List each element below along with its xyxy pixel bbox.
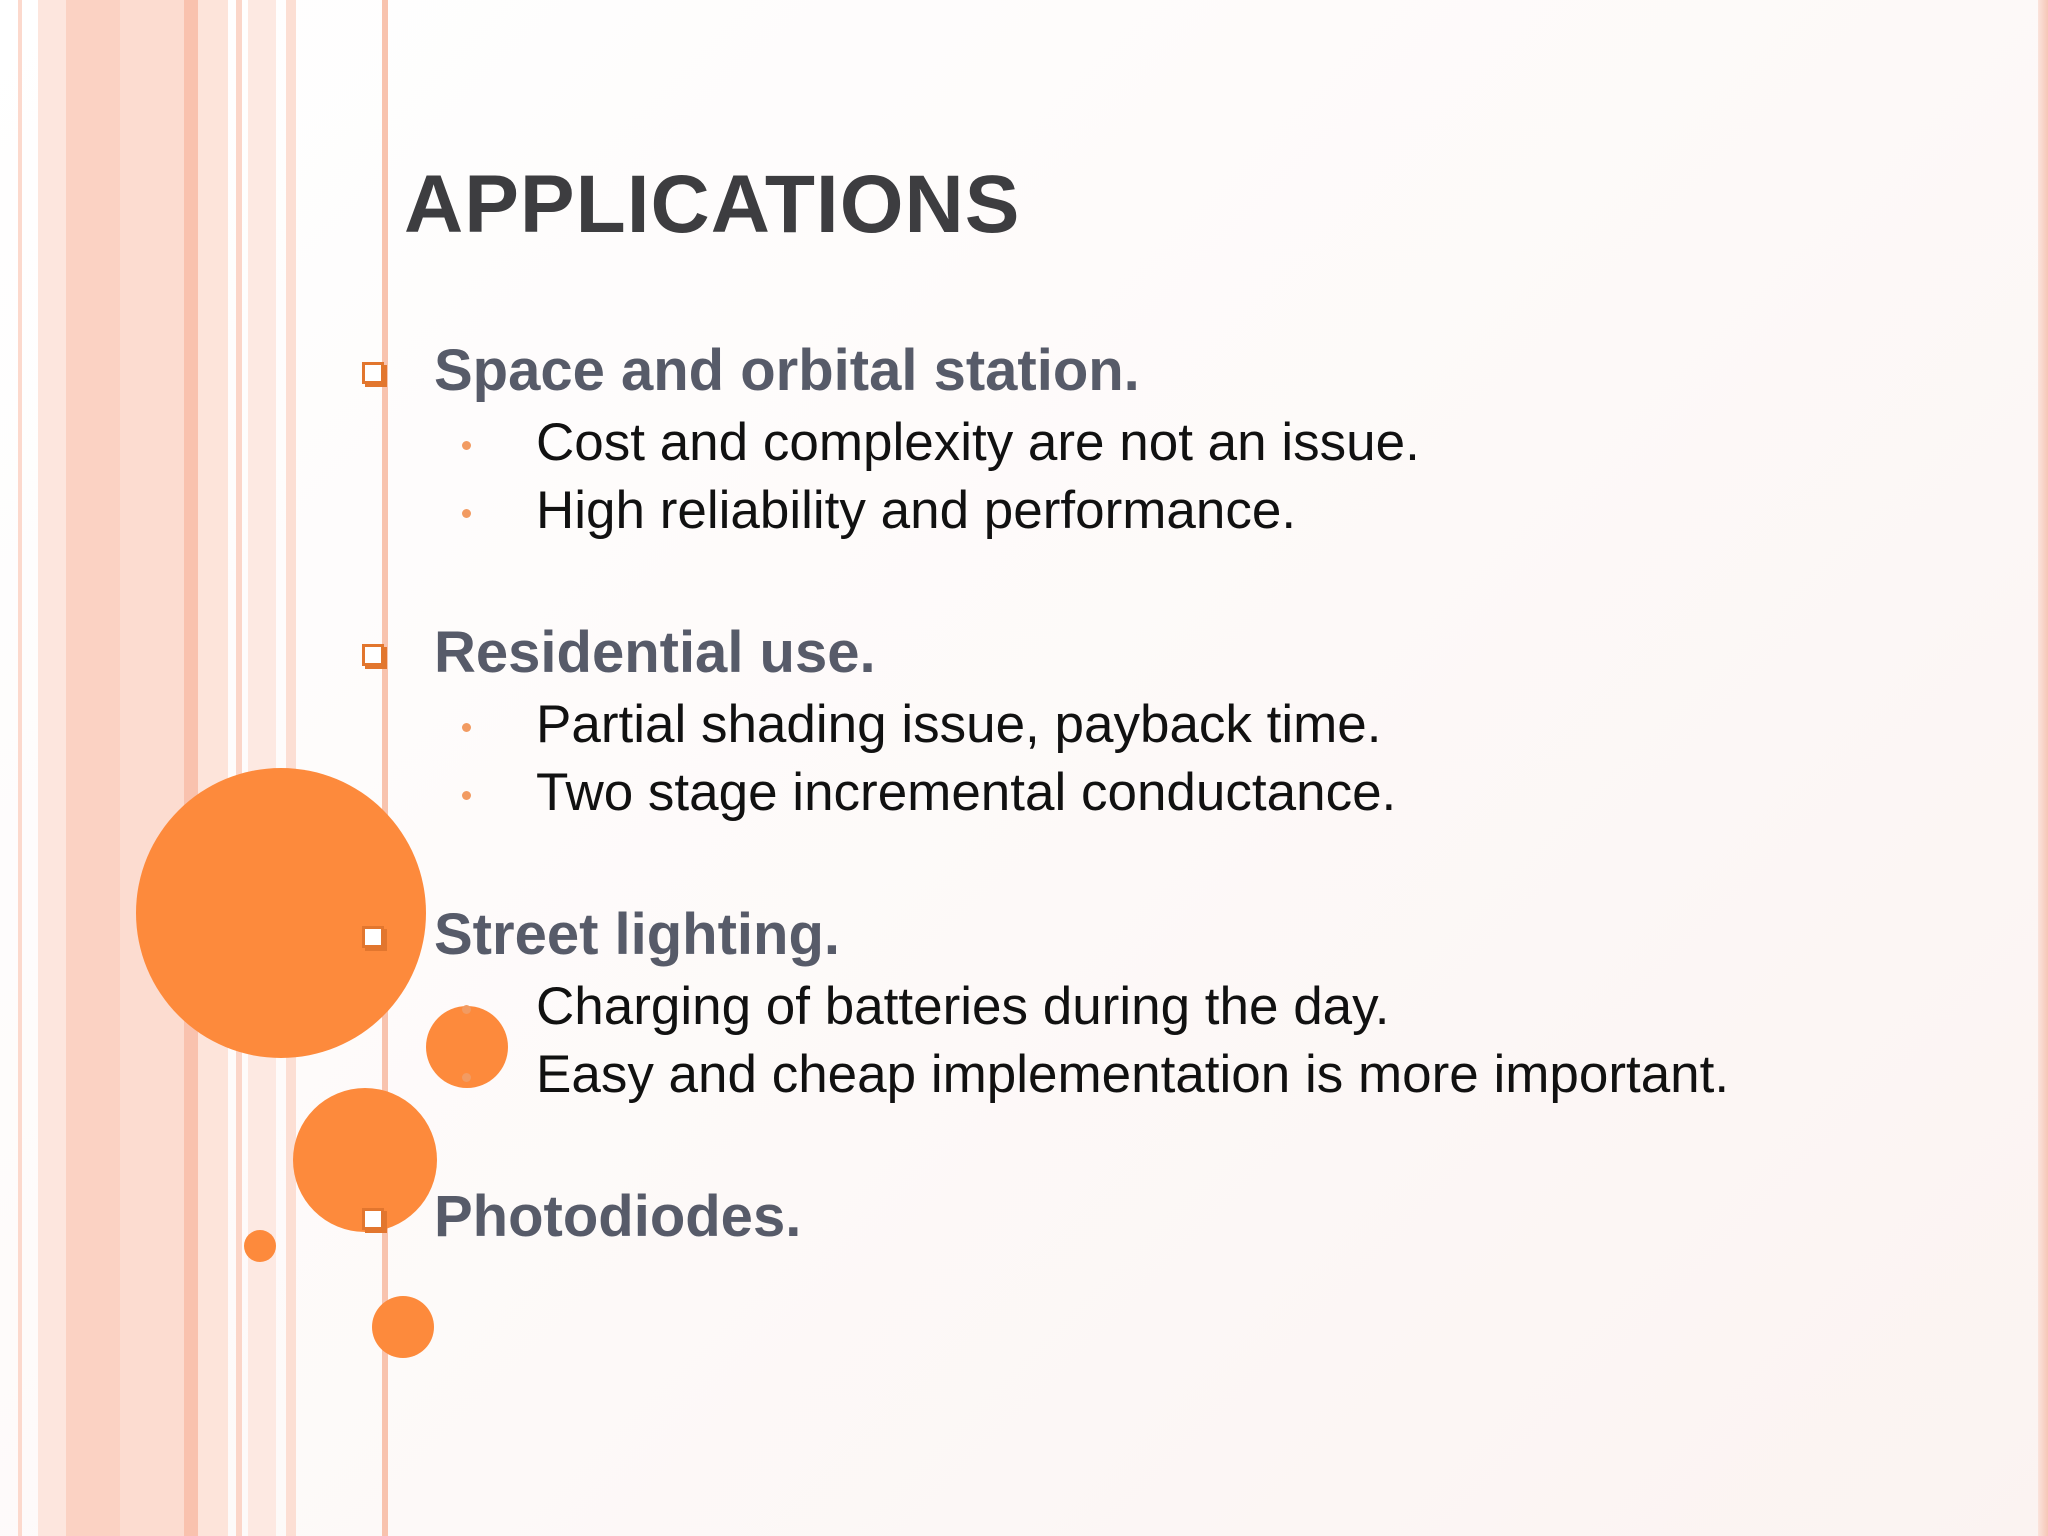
list-item: Charging of batteries during the day. — [536, 977, 1390, 1036]
square-bullet-icon — [362, 644, 384, 666]
dot-bullet-icon — [462, 441, 471, 450]
list-item: Easy and cheap implementation is more important. — [536, 1045, 1730, 1104]
list-item: Two stage incremental conductance. — [536, 763, 1397, 822]
square-bullet-icon — [362, 1208, 384, 1230]
slide-title: APPLICATIONS — [404, 159, 1021, 250]
section-heading: Space and orbital station. — [434, 338, 1140, 403]
list-item: High reliability and performance. — [536, 481, 1297, 540]
decor-stripe — [18, 0, 22, 1536]
list-item: Cost and complexity are not an issue. — [536, 413, 1420, 472]
section-heading: Residential use. — [434, 620, 876, 685]
decor-stripe — [38, 0, 66, 1536]
square-bullet-icon — [362, 362, 384, 384]
decor-stripe — [66, 0, 120, 1536]
dot-bullet-icon — [462, 1005, 471, 1014]
decor-stripe — [184, 0, 198, 1536]
dot-bullet-icon — [462, 509, 471, 518]
decor-stripe — [120, 0, 184, 1536]
section-heading: Photodiodes. — [434, 1184, 802, 1249]
dot-bullet-icon — [462, 1073, 471, 1082]
section-heading: Street lighting. — [434, 902, 840, 967]
decor-stripe — [198, 0, 228, 1536]
decor-circle-small — [372, 1296, 434, 1358]
decor-stripe — [236, 0, 242, 1536]
dot-bullet-icon — [462, 791, 471, 800]
list-item: Partial shading issue, payback time. — [536, 695, 1382, 754]
decor-circle-tiny — [244, 1230, 276, 1262]
dot-bullet-icon — [462, 723, 471, 732]
decor-right-edge — [2038, 0, 2048, 1536]
